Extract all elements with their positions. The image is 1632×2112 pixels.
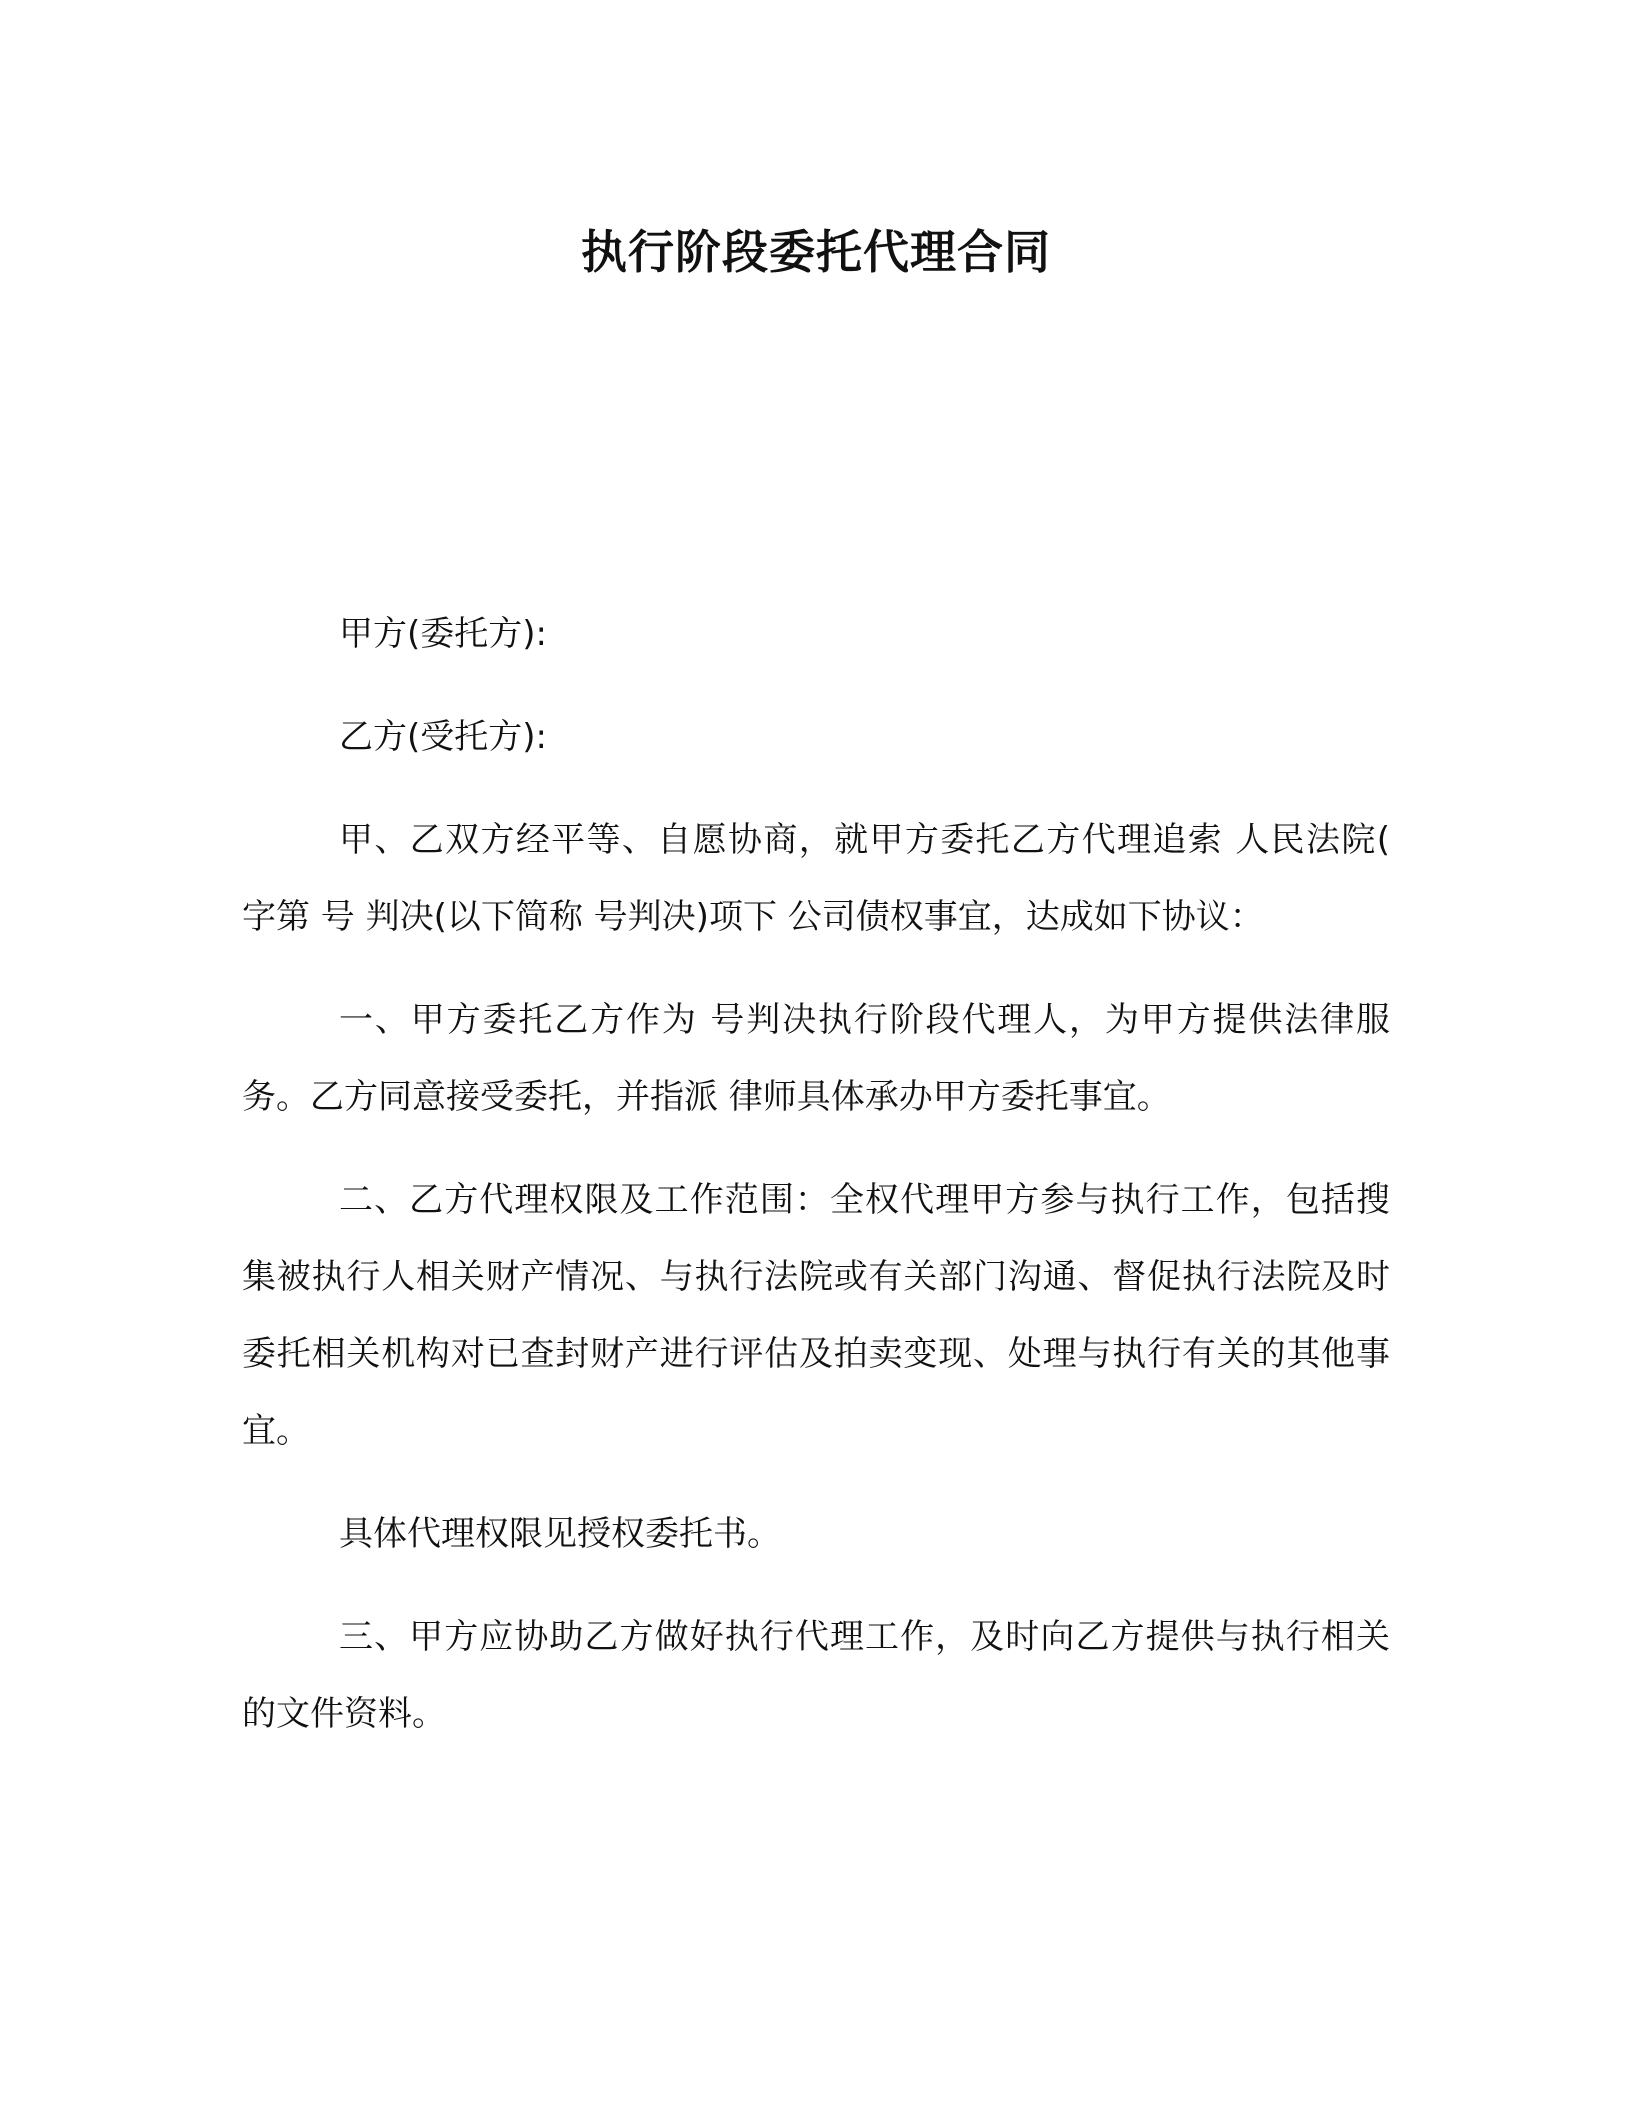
authority-note-paragraph: 具体代理权限见授权委托书。 [339, 1514, 781, 1554]
clause-1-paragraph: 一、甲方委托乙方作为 号判决执行阶段代理人，为甲方提供法律服务。乙方同意接受委托，并指派 律师具体承办甲方委托事宜。 [242, 1000, 1390, 1117]
clause-2-paragraph: 二、乙方代理权限及工作范围：全权代理甲方参与执行工作，包括搜集被执行人相关财产情况、与执行法院或有关部门沟通、督促执行法院及时委托相关机构对已查封财产进行评估及拍卖变现、处理与执行有关的其他事宜。 [242, 1180, 1390, 1451]
document-title: 执行阶段委托代理合同 [581, 225, 1051, 279]
party-a-line: 甲方(委托方): [339, 614, 547, 654]
clause-3-paragraph: 三、甲方应协助乙方做好执行代理工作，及时向乙方提供与执行相关的文件资料。 [242, 1617, 1390, 1734]
party-b-line: 乙方(受托方): [339, 717, 547, 757]
preamble-paragraph: 甲、乙双方经平等、自愿协商，就甲方委托乙方代理追索 人民法院( 字第 号 判决(以下简称 号判决)项下 公司债权事宜，达成如下协议： [242, 820, 1390, 937]
document-body [242, 596, 1390, 1779]
